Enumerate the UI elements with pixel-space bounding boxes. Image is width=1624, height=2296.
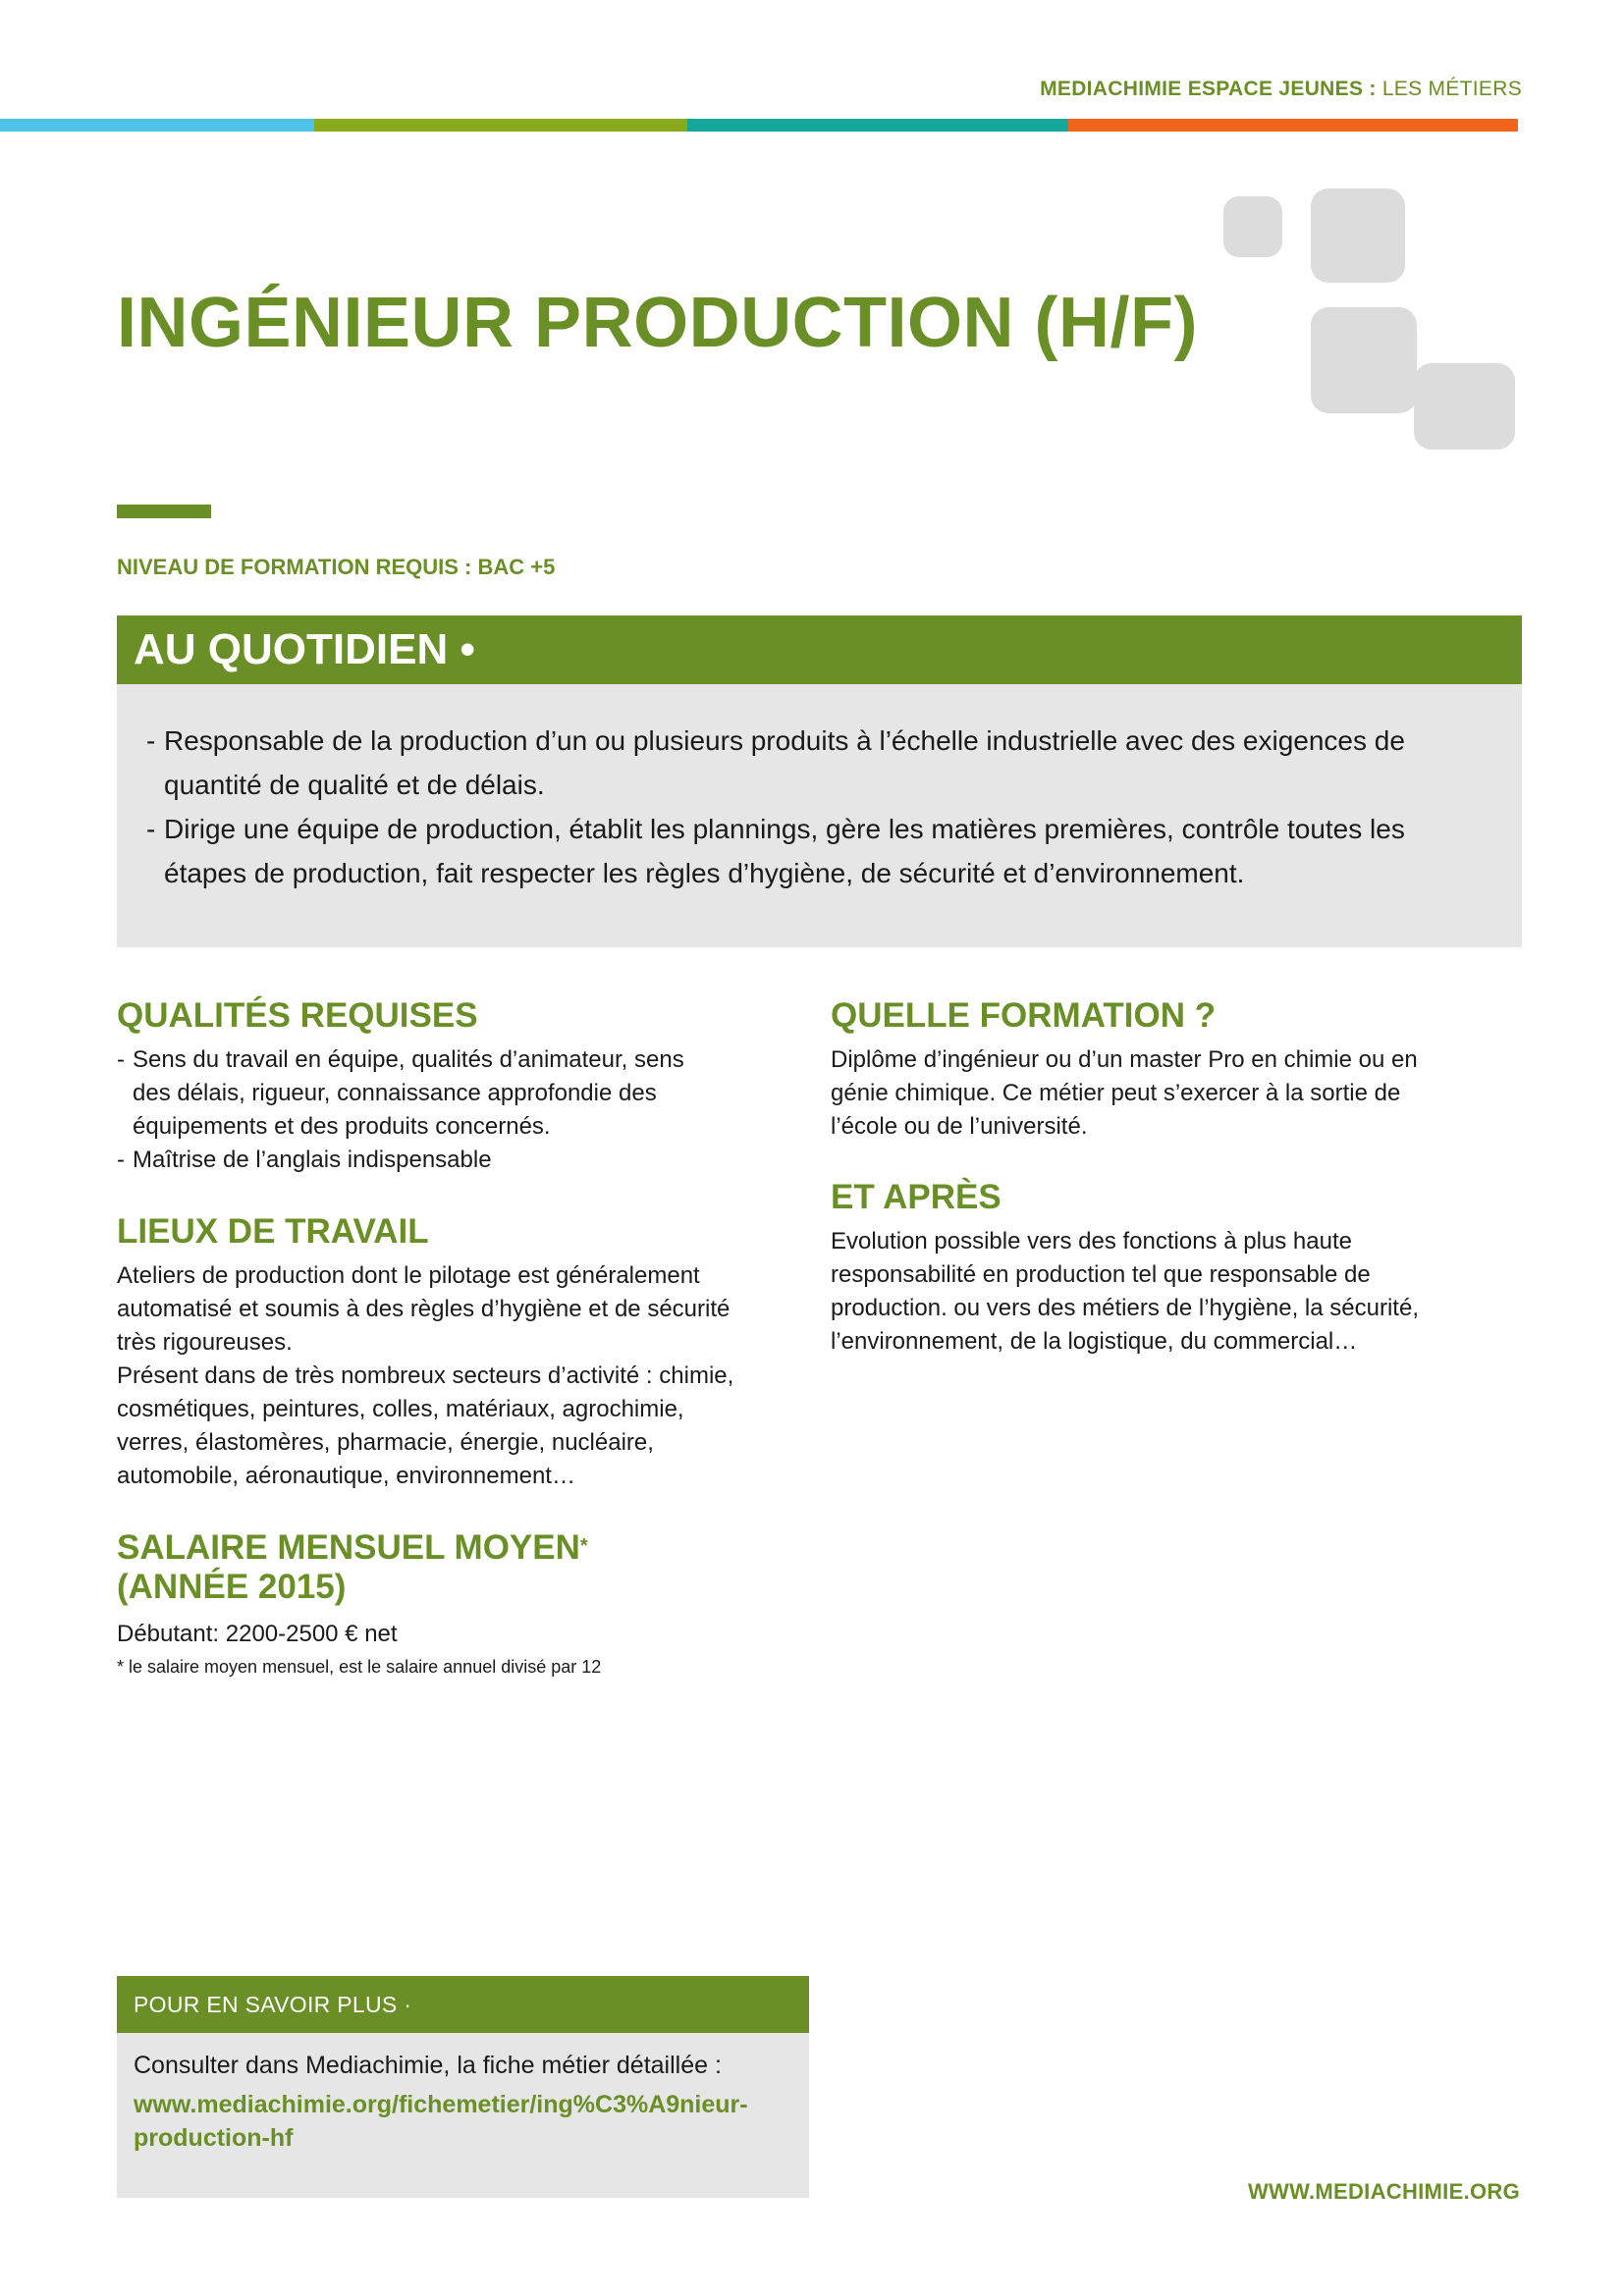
color-band-teal: [687, 119, 1068, 132]
title-underline: [117, 505, 211, 518]
decorative-squares: [1208, 182, 1532, 456]
training-heading: QUELLE FORMATION ?: [831, 996, 1217, 1035]
daily-item-line: Dirige une équipe de production, établit les plannings, gère les matières premières, contrôle toutes les: [164, 814, 1405, 844]
learn-more-link[interactable]: [134, 2088, 792, 2155]
learn-more-link-line[interactable]: www.mediachimie.org/fichemetier/ing%C3%A9nieur-: [134, 2091, 748, 2118]
daily-box: [117, 684, 1522, 947]
workplaces-heading: LIEUX DE TRAVAIL: [117, 1212, 429, 1251]
deco-square-right: [1414, 363, 1515, 450]
text-line: Ateliers de production dont le pilotage est généralement: [117, 1262, 700, 1289]
salary-value: Débutant: 2200-2500 € net: [117, 1621, 398, 1647]
learn-more-box: [117, 2033, 809, 2198]
salary-heading-line: (ANNÉE 2015): [117, 1568, 347, 1606]
text-line: responsabilité en production tel que responsable de: [831, 1261, 1371, 1288]
text-line: automobile, aéronautique, environnement…: [117, 1463, 575, 1489]
color-band-blue: [0, 119, 314, 132]
list-item-line: Sens du travail en équipe, qualités d’animateur, sens: [133, 1046, 684, 1073]
daily-item-line: quantité de qualité et de délais.: [164, 770, 545, 800]
qualities-heading: QUALITÉS REQUISES: [117, 996, 478, 1035]
salary-heading-star: *: [579, 1535, 588, 1557]
list-item-line: Maîtrise de l’anglais indispensable: [133, 1147, 492, 1173]
text-line: verres, élastomères, pharmacie, énergie, nucléaire,: [117, 1429, 654, 1456]
text-line: très rigoureuses.: [117, 1329, 293, 1356]
text-line: génie chimique. Ce métier peut s’exercer à la sortie de: [831, 1080, 1401, 1106]
footer-url[interactable]: WWW.MEDIACHIMIE.ORG: [1247, 2179, 1520, 2204]
header-brand-line: [1040, 78, 1522, 101]
learn-more-text: Consulter dans Mediachimie, la fiche métier détaillée :: [134, 2052, 722, 2079]
page-title: INGÉNIEUR PRODUCTION (H/F): [117, 284, 1198, 362]
salary-footnote: * le salaire moyen mensuel, est le salaire annuel divisé par 12: [117, 1657, 602, 1677]
list-item: [117, 1043, 804, 1144]
deco-square-middle: [1311, 307, 1417, 413]
text-line: Diplôme d’ingénieur ou d’un master Pro en chimie ou en: [831, 1046, 1418, 1073]
qualities-list: [117, 1043, 804, 1177]
header-section: LES MÉTIERS: [1381, 78, 1522, 100]
daily-item-line: Responsable de la production d’un ou plusieurs produits à l’échelle industrielle avec des exigences de: [164, 725, 1405, 756]
bullet-dash: -: [117, 1147, 125, 1173]
learn-more-link-line[interactable]: production-hf: [134, 2124, 294, 2152]
daily-heading: AU QUOTIDIEN •: [117, 615, 1522, 684]
text-line: automatisé et soumis à des règles d’hygiène et de sécurité: [117, 1296, 731, 1322]
text-line: Présent dans de très nombreux secteurs d’activité : chimie,: [117, 1362, 734, 1389]
color-band-green: [314, 119, 687, 132]
daily-item: [146, 719, 1483, 807]
workplaces-text: [117, 1259, 824, 1493]
bullet-dash: -: [146, 725, 156, 756]
daily-item-line: étapes de production, fait respecter les règles d’hygiène, de sécurité et d’environnement.: [164, 858, 1245, 888]
list-item-line: des délais, rigueur, connaissance approfondie des: [133, 1080, 657, 1106]
list-item: [117, 1144, 804, 1177]
salary-heading-line: SALAIRE MENSUEL MOYEN: [117, 1528, 580, 1567]
text-line: production. ou vers des métiers de l’hygiène, la sécurité,: [831, 1295, 1419, 1321]
learn-more-heading: POUR EN SAVOIR PLUS ·: [117, 1976, 809, 2033]
text-line: Evolution possible vers des fonctions à plus haute: [831, 1228, 1352, 1255]
after-text: [831, 1225, 1522, 1359]
deco-square-top: [1311, 188, 1405, 283]
text-line: l’environnement, de la logistique, du commercial…: [831, 1328, 1358, 1355]
list-item-line: équipements et des produits concernés.: [133, 1113, 551, 1140]
text-line: cosmétiques, peintures, colles, matériaux, agrochimie,: [117, 1396, 684, 1422]
text-line: l’école ou de l’université.: [831, 1113, 1088, 1140]
salary-heading: [117, 1528, 588, 1607]
daily-item: [146, 807, 1483, 895]
color-band-orange: [1068, 119, 1518, 132]
education-level: NIVEAU DE FORMATION REQUIS : BAC +5: [117, 555, 556, 579]
bullet-dash: -: [146, 814, 156, 844]
deco-square-small: [1223, 196, 1282, 257]
header-brand: MEDIACHIMIE ESPACE JEUNES :: [1040, 78, 1377, 100]
after-heading: ET APRÈS: [831, 1178, 1001, 1216]
bullet-dash: -: [117, 1046, 125, 1073]
training-text: [831, 1043, 1522, 1144]
